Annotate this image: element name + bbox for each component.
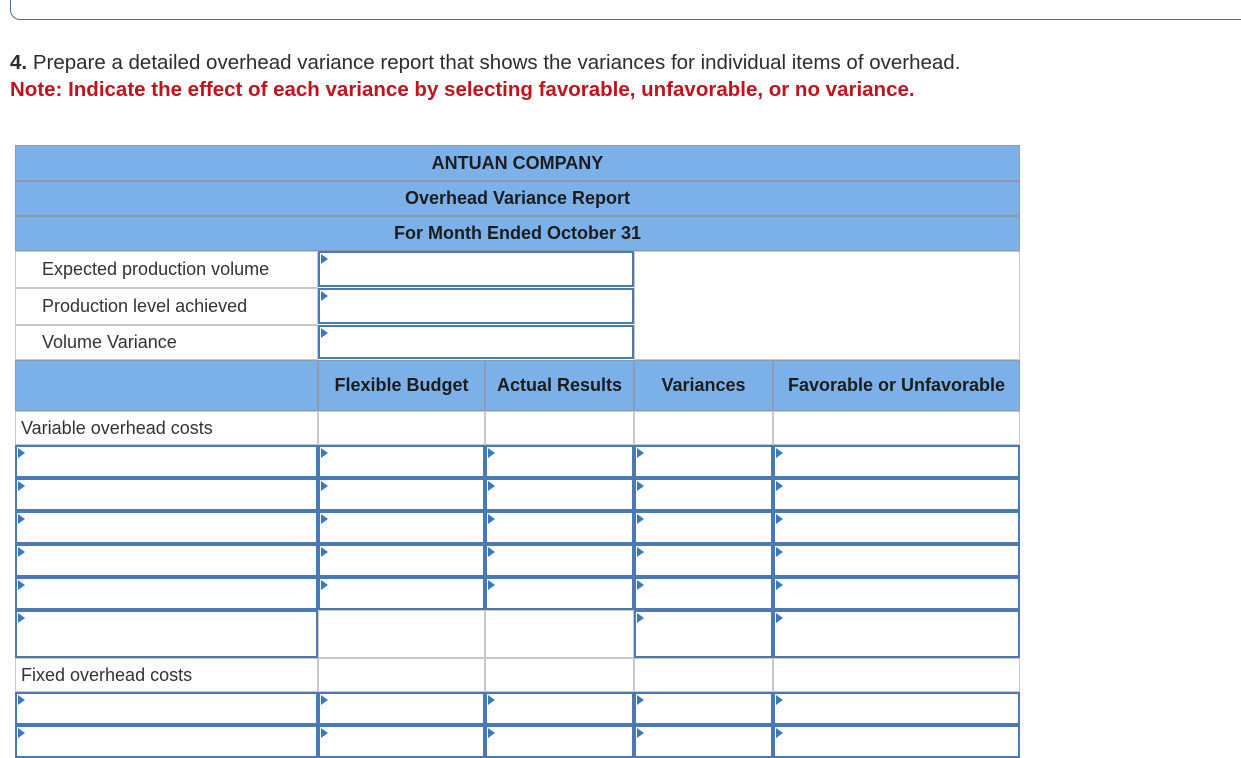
variable-overhead-label: Variable overhead costs <box>15 411 318 445</box>
input-flag-icon <box>18 481 25 491</box>
fixed-row-variance-input[interactable] <box>634 692 773 725</box>
input-flag-icon <box>488 728 495 738</box>
input-flag-icon <box>488 514 495 524</box>
question-number: 4. <box>10 51 28 74</box>
input-flag-icon <box>637 613 644 623</box>
input-flag-icon <box>321 514 328 524</box>
input-flag-icon <box>321 728 328 738</box>
input-flag-icon <box>637 580 644 590</box>
column-header-favorable-unfavorable: Favorable or Unfavorable <box>773 360 1020 411</box>
variable-row-effect-select[interactable] <box>773 577 1020 610</box>
input-flag-icon <box>18 580 25 590</box>
volume-variance-input[interactable] <box>318 325 634 359</box>
input-flag-icon <box>488 580 495 590</box>
report-period: For Month Ended October 31 <box>15 216 1020 251</box>
variable-total-effect-select[interactable] <box>773 610 1020 658</box>
input-flag-icon <box>18 514 25 524</box>
input-flag-icon <box>776 481 783 491</box>
input-flag-icon <box>637 514 644 524</box>
variable-row-flexible-budget-input[interactable] <box>318 577 485 610</box>
input-flag-icon <box>776 695 783 705</box>
input-flag-icon <box>321 328 328 338</box>
variable-row-variance-input[interactable] <box>634 445 773 478</box>
input-flag-icon <box>776 448 783 458</box>
variable-row-actual-results-input[interactable] <box>485 544 634 577</box>
empty-cell <box>485 658 634 692</box>
variable-row-variance-input[interactable] <box>634 511 773 544</box>
variable-row-flexible-budget-input[interactable] <box>318 445 485 478</box>
question-note: Note: Indicate the effect of each variance by selecting favorable, unfavorable, or no variance. <box>10 78 915 101</box>
empty-cell <box>773 658 1020 692</box>
input-flag-icon <box>776 728 783 738</box>
fixed-row-flexible-budget-input[interactable] <box>318 692 485 725</box>
input-flag-icon <box>321 547 328 557</box>
variable-row-item-name-input[interactable] <box>15 577 318 610</box>
variable-row-effect-select[interactable] <box>773 478 1020 511</box>
input-flag-icon <box>776 514 783 524</box>
volume-blank-area <box>634 251 1020 360</box>
fixed-row-actual-results-input[interactable] <box>485 692 634 725</box>
variable-row-effect-select[interactable] <box>773 544 1020 577</box>
variable-row-flexible-budget-input[interactable] <box>318 511 485 544</box>
empty-cell <box>634 658 773 692</box>
fixed-overhead-label: Fixed overhead costs <box>15 658 318 692</box>
input-flag-icon <box>18 695 25 705</box>
input-flag-icon <box>488 547 495 557</box>
variable-row-effect-select[interactable] <box>773 511 1020 544</box>
input-flag-icon <box>321 254 328 264</box>
variable-row-item-name-input[interactable] <box>15 511 318 544</box>
expected-volume-input[interactable] <box>318 251 634 287</box>
variable-total-label-input[interactable] <box>15 610 318 658</box>
input-flag-icon <box>776 580 783 590</box>
input-flag-icon <box>18 613 25 623</box>
input-flag-icon <box>637 481 644 491</box>
column-header-actual-results: Actual Results <box>485 360 634 411</box>
volume-label-variance: Volume Variance <box>15 325 318 360</box>
dropdown-flag-icon <box>776 613 783 623</box>
input-flag-icon <box>321 448 328 458</box>
variable-row-variance-input[interactable] <box>634 544 773 577</box>
question-body: Prepare a detailed overhead variance report that shows the variances for individual items of overhead. <box>32 51 961 74</box>
variable-row-actual-results-input[interactable] <box>485 577 634 610</box>
input-flag-icon <box>488 695 495 705</box>
variable-row-effect-select[interactable] <box>773 445 1020 478</box>
variable-row-actual-results-input[interactable] <box>485 511 634 544</box>
input-flag-icon <box>637 547 644 557</box>
empty-cell <box>318 411 485 445</box>
input-flag-icon <box>321 291 328 301</box>
column-header-flexible-budget: Flexible Budget <box>318 360 485 411</box>
volume-label-achieved: Production level achieved <box>15 288 318 325</box>
empty-cell <box>318 658 485 692</box>
variable-row-actual-results-input[interactable] <box>485 445 634 478</box>
variable-row-item-name-input[interactable] <box>15 445 318 478</box>
column-header-variances: Variances <box>634 360 773 411</box>
company-name: ANTUAN COMPANY <box>15 145 1020 181</box>
volume-label-expected: Expected production volume <box>15 251 318 288</box>
variable-row-flexible-budget-input[interactable] <box>318 544 485 577</box>
input-flag-icon <box>637 728 644 738</box>
report-title: Overhead Variance Report <box>15 181 1020 216</box>
input-flag-icon <box>776 547 783 557</box>
column-header-blank <box>15 360 318 411</box>
variable-row-variance-input[interactable] <box>634 577 773 610</box>
fixed-row-item-name-input[interactable] <box>15 692 318 725</box>
input-flag-icon <box>321 580 328 590</box>
variable-total-flexible <box>318 610 485 658</box>
fixed-row-effect-select[interactable] <box>773 692 1020 725</box>
input-flag-icon <box>18 728 25 738</box>
input-flag-icon <box>18 547 25 557</box>
input-flag-icon <box>637 695 644 705</box>
question-text <box>10 51 960 75</box>
variable-row-item-name-input[interactable] <box>15 544 318 577</box>
input-flag-icon <box>321 695 328 705</box>
variable-total-variance-input[interactable] <box>634 610 773 658</box>
input-flag-icon <box>637 448 644 458</box>
variable-row-item-name-input[interactable] <box>15 478 318 511</box>
empty-cell <box>485 411 634 445</box>
input-flag-icon <box>18 448 25 458</box>
variable-row-variance-input[interactable] <box>634 478 773 511</box>
variable-row-actual-results-input[interactable] <box>485 478 634 511</box>
variable-total-actual <box>485 610 634 658</box>
input-flag-icon <box>488 481 495 491</box>
achieved-volume-input[interactable] <box>318 288 634 324</box>
empty-cell <box>634 411 773 445</box>
variable-row-flexible-budget-input[interactable] <box>318 478 485 511</box>
previous-panel-border <box>10 0 1241 20</box>
empty-cell <box>773 411 1020 445</box>
input-flag-icon <box>321 481 328 491</box>
input-flag-icon <box>488 448 495 458</box>
